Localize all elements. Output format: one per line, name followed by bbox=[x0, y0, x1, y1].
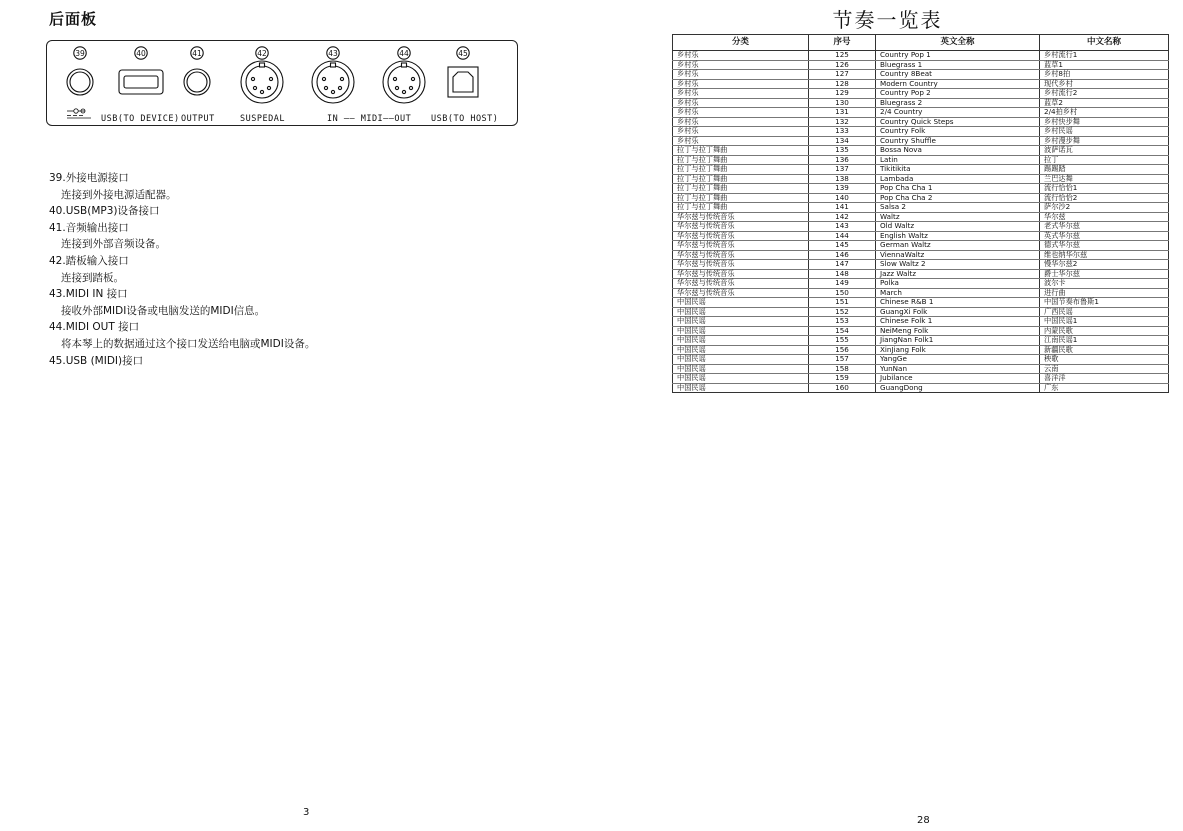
table-row bbox=[673, 298, 1169, 308]
table-row bbox=[673, 127, 1169, 137]
cell-category: 华尔兹与传统音乐 bbox=[673, 241, 809, 251]
cell-category: 中国民谣 bbox=[673, 355, 809, 365]
rear-panel-title: 后面板 bbox=[49, 10, 98, 28]
cell-category: 中国民谣 bbox=[673, 383, 809, 393]
cell-category: 中国民谣 bbox=[673, 298, 809, 308]
description-heading: 45.USB (MIDI)接口 bbox=[49, 354, 144, 367]
page-number-left: 3 bbox=[303, 807, 310, 818]
cell-category: 中国民谣 bbox=[673, 317, 809, 327]
cell-english-name: 2/4 Country bbox=[876, 108, 1040, 118]
cell-number: 142 bbox=[809, 212, 876, 222]
cell-chinese-name: 乡村流行1 bbox=[1040, 51, 1169, 61]
cell-chinese-name: 2/4拍乡村 bbox=[1040, 108, 1169, 118]
cell-english-name: Bluegrass 1 bbox=[876, 60, 1040, 70]
cell-chinese-name: 德式华尔兹 bbox=[1040, 241, 1169, 251]
cell-number: 140 bbox=[809, 193, 876, 203]
cell-chinese-name: 乡村漫步舞 bbox=[1040, 136, 1169, 146]
jack-number: 41 bbox=[192, 49, 202, 58]
jack-number: 40 bbox=[136, 49, 146, 58]
cell-chinese-name: 波尔卡 bbox=[1040, 279, 1169, 289]
jack-number: 45 bbox=[458, 49, 468, 58]
cell-english-name: JiangNan Folk1 bbox=[876, 336, 1040, 346]
cell-category: 华尔兹与传统音乐 bbox=[673, 279, 809, 289]
table-row bbox=[673, 260, 1169, 270]
table-row bbox=[673, 155, 1169, 165]
cell-english-name: Country Folk bbox=[876, 127, 1040, 137]
cell-number: 160 bbox=[809, 383, 876, 393]
header-english-name: 英文全称 bbox=[876, 35, 1040, 51]
jack-40-usb-a-icon bbox=[119, 47, 163, 94]
cell-number: 131 bbox=[809, 108, 876, 118]
jack-45-usb-b-icon bbox=[448, 47, 478, 97]
cell-category: 拉丁与拉丁舞曲 bbox=[673, 193, 809, 203]
table-row bbox=[673, 317, 1169, 327]
cell-number: 145 bbox=[809, 241, 876, 251]
cell-chinese-name: 现代乡村 bbox=[1040, 79, 1169, 89]
description-heading: 43.MIDI IN 接口 bbox=[49, 288, 128, 301]
cell-number: 132 bbox=[809, 117, 876, 127]
cell-number: 153 bbox=[809, 317, 876, 327]
cell-category: 乡村乐 bbox=[673, 136, 809, 146]
cell-chinese-name: 乡村快步舞 bbox=[1040, 117, 1169, 127]
cell-english-name: Country Pop 2 bbox=[876, 89, 1040, 99]
jack-41-round-icon bbox=[184, 47, 210, 95]
cell-chinese-name: 喜洋洋 bbox=[1040, 374, 1169, 384]
cell-number: 136 bbox=[809, 155, 876, 165]
cell-number: 146 bbox=[809, 250, 876, 260]
cell-chinese-name: 蓝草1 bbox=[1040, 60, 1169, 70]
table-row bbox=[673, 193, 1169, 203]
output-label: OUTPUT bbox=[181, 114, 215, 124]
cell-category: 拉丁与拉丁舞曲 bbox=[673, 165, 809, 175]
jack-43-din-icon bbox=[312, 47, 354, 103]
cell-english-name: English Waltz bbox=[876, 231, 1040, 241]
cell-english-name: Slow Waltz 2 bbox=[876, 260, 1040, 270]
cell-number: 148 bbox=[809, 269, 876, 279]
jack-42-din-icon bbox=[241, 47, 283, 103]
table-row bbox=[673, 108, 1169, 118]
cell-category: 乡村乐 bbox=[673, 79, 809, 89]
cell-category: 华尔兹与传统音乐 bbox=[673, 288, 809, 298]
cell-english-name: Chinese R&B 1 bbox=[876, 298, 1040, 308]
cell-english-name: YangGe bbox=[876, 355, 1040, 365]
cell-number: 128 bbox=[809, 79, 876, 89]
cell-english-name: Country 8Beat bbox=[876, 70, 1040, 80]
rhythm-table bbox=[672, 34, 1169, 393]
cell-chinese-name: 英式华尔兹 bbox=[1040, 231, 1169, 241]
cell-english-name: Pop Cha Cha 1 bbox=[876, 184, 1040, 194]
cell-chinese-name: 维也纳华尔兹 bbox=[1040, 250, 1169, 260]
cell-chinese-name: 中国节奏布鲁斯1 bbox=[1040, 298, 1169, 308]
cell-chinese-name: 进行曲 bbox=[1040, 288, 1169, 298]
cell-chinese-name: 新疆民歌 bbox=[1040, 345, 1169, 355]
midi-label: IN —— MIDI——OUT bbox=[327, 114, 412, 124]
cell-chinese-name: 踢踢踏 bbox=[1040, 165, 1169, 175]
cell-english-name: Lambada bbox=[876, 174, 1040, 184]
table-row bbox=[673, 383, 1169, 393]
cell-english-name: Waltz bbox=[876, 212, 1040, 222]
cell-category: 乡村乐 bbox=[673, 108, 809, 118]
cell-chinese-name: 波萨诺瓦 bbox=[1040, 146, 1169, 156]
cell-category: 华尔兹与传统音乐 bbox=[673, 250, 809, 260]
cell-chinese-name: 慢华尔兹2 bbox=[1040, 260, 1169, 270]
cell-english-name: Tikitikita bbox=[876, 165, 1040, 175]
cell-english-name: Pop Cha Cha 2 bbox=[876, 193, 1040, 203]
usb-device-label: USB(TO DEVICE) bbox=[101, 114, 180, 124]
jack-number: 44 bbox=[399, 49, 409, 58]
cell-category: 中国民谣 bbox=[673, 307, 809, 317]
table-row bbox=[673, 269, 1169, 279]
cell-category: 乡村乐 bbox=[673, 117, 809, 127]
header-number: 序号 bbox=[809, 35, 876, 51]
cell-category: 华尔兹与传统音乐 bbox=[673, 222, 809, 232]
cell-number: 130 bbox=[809, 98, 876, 108]
jack-39-round-icon bbox=[67, 47, 93, 95]
jack-number: 43 bbox=[328, 49, 338, 58]
cell-english-name: German Waltz bbox=[876, 241, 1040, 251]
cell-category: 乡村乐 bbox=[673, 51, 809, 61]
cell-category: 乡村乐 bbox=[673, 89, 809, 99]
table-row bbox=[673, 184, 1169, 194]
cell-english-name: Country Shuffle bbox=[876, 136, 1040, 146]
cell-english-name: Latin bbox=[876, 155, 1040, 165]
cell-category: 中国民谣 bbox=[673, 374, 809, 384]
cell-chinese-name: 蓝草2 bbox=[1040, 98, 1169, 108]
header-category: 分类 bbox=[673, 35, 809, 51]
jack-number: 42 bbox=[257, 49, 267, 58]
cell-category: 拉丁与拉丁舞曲 bbox=[673, 146, 809, 156]
cell-english-name: XinJiang Folk bbox=[876, 345, 1040, 355]
description-heading: 39.外接电源接口 bbox=[49, 172, 129, 184]
table-row bbox=[673, 212, 1169, 222]
cell-english-name: GuangDong bbox=[876, 383, 1040, 393]
cell-chinese-name: 广东 bbox=[1040, 383, 1169, 393]
cell-number: 157 bbox=[809, 355, 876, 365]
cell-chinese-name: 华尔兹 bbox=[1040, 212, 1169, 222]
cell-chinese-name: 兰巴达舞 bbox=[1040, 174, 1169, 184]
cell-category: 乡村乐 bbox=[673, 60, 809, 70]
cell-chinese-name: 爵士华尔兹 bbox=[1040, 269, 1169, 279]
cell-category: 乡村乐 bbox=[673, 70, 809, 80]
cell-english-name: Bossa Nova bbox=[876, 146, 1040, 156]
cell-number: 150 bbox=[809, 288, 876, 298]
cell-english-name: ViennaWaltz bbox=[876, 250, 1040, 260]
cell-chinese-name: 乡村流行2 bbox=[1040, 89, 1169, 99]
jack-number: 39 bbox=[75, 49, 85, 58]
cell-number: 127 bbox=[809, 70, 876, 80]
cell-chinese-name: 广西民谣 bbox=[1040, 307, 1169, 317]
cell-number: 141 bbox=[809, 203, 876, 213]
cell-chinese-name: 拉丁 bbox=[1040, 155, 1169, 165]
cell-english-name: Salsa 2 bbox=[876, 203, 1040, 213]
cell-number: 129 bbox=[809, 89, 876, 99]
cell-category: 华尔兹与传统音乐 bbox=[673, 231, 809, 241]
description-heading: 40.USB(MP3)设备接口 bbox=[49, 205, 160, 218]
table-row bbox=[673, 70, 1169, 80]
table-row bbox=[673, 203, 1169, 213]
cell-chinese-name: 秧歌 bbox=[1040, 355, 1169, 365]
cell-number: 139 bbox=[809, 184, 876, 194]
cell-english-name: Bluegrass 2 bbox=[876, 98, 1040, 108]
table-row bbox=[673, 222, 1169, 232]
cell-number: 133 bbox=[809, 127, 876, 137]
cell-number: 154 bbox=[809, 326, 876, 336]
cell-number: 147 bbox=[809, 260, 876, 270]
left-page bbox=[0, 0, 590, 831]
cell-english-name: Country Pop 1 bbox=[876, 51, 1040, 61]
cell-category: 拉丁与拉丁舞曲 bbox=[673, 174, 809, 184]
cell-number: 144 bbox=[809, 231, 876, 241]
cell-chinese-name: 流行恰恰2 bbox=[1040, 193, 1169, 203]
cell-chinese-name: 流行恰恰1 bbox=[1040, 184, 1169, 194]
cell-chinese-name: 乡村8拍 bbox=[1040, 70, 1169, 80]
cell-category: 拉丁与拉丁舞曲 bbox=[673, 155, 809, 165]
description-heading: 42.踏板输入接口 bbox=[49, 254, 129, 267]
table-row bbox=[673, 51, 1169, 61]
description-text: 接收外部MIDI设备或电脑发送的MIDI信息。 bbox=[61, 304, 266, 317]
table-row bbox=[673, 146, 1169, 156]
table-row bbox=[673, 336, 1169, 346]
table-row bbox=[673, 279, 1169, 289]
cell-category: 中国民谣 bbox=[673, 336, 809, 346]
cell-number: 137 bbox=[809, 165, 876, 175]
cell-category: 中国民谣 bbox=[673, 345, 809, 355]
cell-english-name: Old Waltz bbox=[876, 222, 1040, 232]
cell-english-name: Chinese Folk 1 bbox=[876, 317, 1040, 327]
cell-english-name: Jubilance bbox=[876, 374, 1040, 384]
cell-category: 中国民谣 bbox=[673, 364, 809, 374]
cell-number: 156 bbox=[809, 345, 876, 355]
table-row bbox=[673, 89, 1169, 99]
description-heading: 44.MIDI OUT 接口 bbox=[49, 321, 140, 334]
cell-number: 126 bbox=[809, 60, 876, 70]
cell-chinese-name: 乡村民谣 bbox=[1040, 127, 1169, 137]
table-row bbox=[673, 364, 1169, 374]
table-row bbox=[673, 355, 1169, 365]
cell-chinese-name: 老式华尔兹 bbox=[1040, 222, 1169, 232]
cell-number: 152 bbox=[809, 307, 876, 317]
rear-panel-diagram bbox=[46, 40, 518, 126]
cell-number: 155 bbox=[809, 336, 876, 346]
jack-44-din-icon bbox=[383, 47, 425, 103]
cell-number: 125 bbox=[809, 51, 876, 61]
description-heading: 41.音频输出接口 bbox=[49, 221, 129, 234]
table-row bbox=[673, 165, 1169, 175]
cell-category: 拉丁与拉丁舞曲 bbox=[673, 203, 809, 213]
cell-category: 华尔兹与传统音乐 bbox=[673, 269, 809, 279]
suspedal-label: SUSPEDAL bbox=[240, 114, 285, 124]
cell-number: 149 bbox=[809, 279, 876, 289]
cell-english-name: NeiMeng Folk bbox=[876, 326, 1040, 336]
description-text: 连接到外接电源适配器。 bbox=[61, 188, 177, 201]
cell-english-name: March bbox=[876, 288, 1040, 298]
cell-chinese-name: 萨尔沙2 bbox=[1040, 203, 1169, 213]
page-number-right: 28 bbox=[917, 815, 930, 826]
cell-chinese-name: 内蒙民歌 bbox=[1040, 326, 1169, 336]
polarity-symbol-icon bbox=[67, 109, 91, 118]
cell-chinese-name: 云南 bbox=[1040, 364, 1169, 374]
cell-category: 拉丁与拉丁舞曲 bbox=[673, 184, 809, 194]
rhythm-list-title: 节奏一览表 bbox=[832, 8, 943, 32]
cell-category: 华尔兹与传统音乐 bbox=[673, 260, 809, 270]
cell-number: 135 bbox=[809, 146, 876, 156]
right-page bbox=[592, 0, 1183, 831]
cell-chinese-name: 中国民谣1 bbox=[1040, 317, 1169, 327]
cell-category: 中国民谣 bbox=[673, 326, 809, 336]
cell-english-name: Jazz Waltz bbox=[876, 269, 1040, 279]
cell-category: 华尔兹与传统音乐 bbox=[673, 212, 809, 222]
description-text: 连接到踏板。 bbox=[61, 271, 124, 284]
cell-english-name: Polka bbox=[876, 279, 1040, 289]
usb-host-label: USB(TO HOST) bbox=[431, 114, 499, 124]
cell-number: 138 bbox=[809, 174, 876, 184]
cell-category: 乡村乐 bbox=[673, 98, 809, 108]
cell-number: 159 bbox=[809, 374, 876, 384]
header-chinese-name: 中文名称 bbox=[1040, 35, 1169, 51]
cell-english-name: GuangXi Folk bbox=[876, 307, 1040, 317]
table-row bbox=[673, 374, 1169, 384]
cell-number: 143 bbox=[809, 222, 876, 232]
cell-number: 158 bbox=[809, 364, 876, 374]
cell-english-name: YunNan bbox=[876, 364, 1040, 374]
table-header-row bbox=[673, 35, 1169, 51]
cell-english-name: Country Quick Steps bbox=[876, 117, 1040, 127]
cell-english-name: Modern Country bbox=[876, 79, 1040, 89]
table-row bbox=[673, 241, 1169, 251]
cell-number: 134 bbox=[809, 136, 876, 146]
cell-category: 乡村乐 bbox=[673, 127, 809, 137]
cell-chinese-name: 江南民谣1 bbox=[1040, 336, 1169, 346]
description-text: 将本琴上的数据通过这个接口发送给电脑或MIDI设备。 bbox=[61, 337, 316, 350]
cell-number: 151 bbox=[809, 298, 876, 308]
description-text: 连接到外部音频设备。 bbox=[61, 238, 166, 251]
jack-descriptions bbox=[49, 170, 315, 369]
table-row bbox=[673, 345, 1169, 355]
